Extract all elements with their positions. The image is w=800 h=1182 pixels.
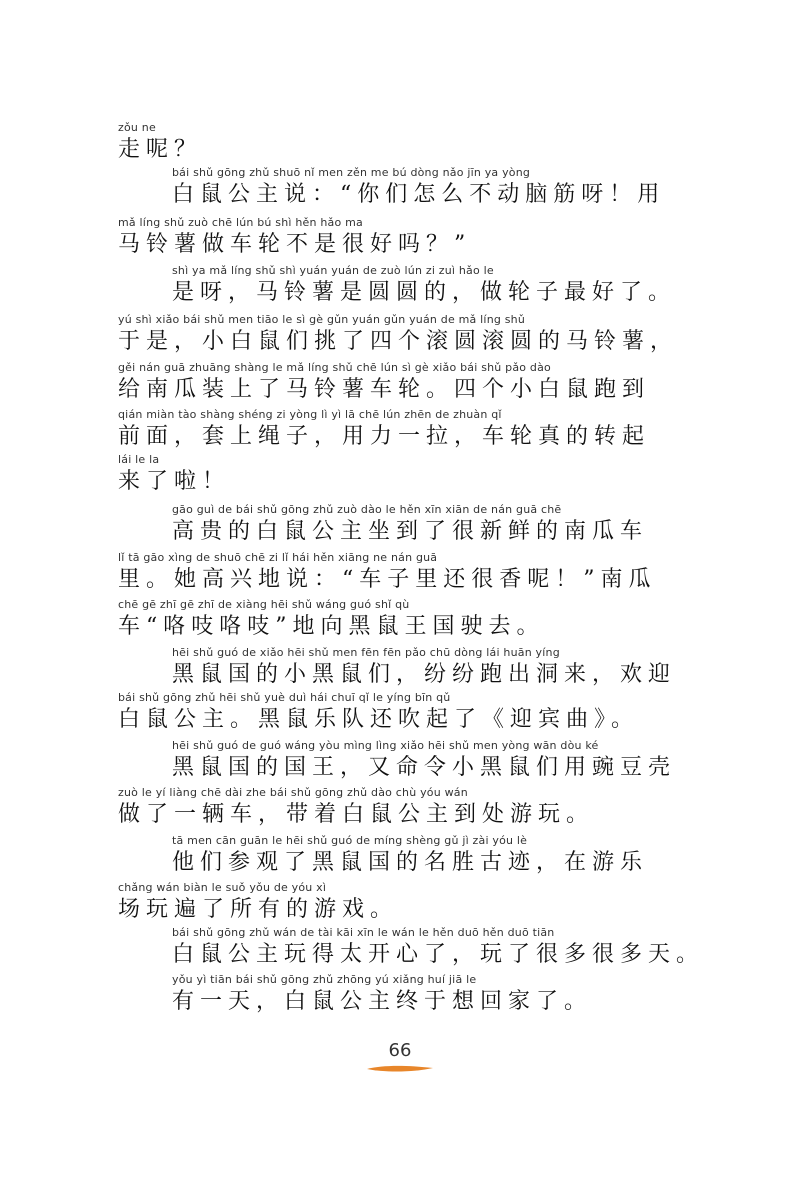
pinyin-line: yǒu yì tiān bái shǔ gōng zhǔ zhōng yú xiǎng huí jiā le xyxy=(172,973,477,986)
hanzi-line: 高贵的白鼠公主坐到了很新鲜的南瓜车 xyxy=(172,519,649,544)
hanzi-line: 是呀，马铃薯是圆圆的，做轮子最好了。 xyxy=(172,280,677,305)
pinyin-line: zuò le yí liàng chē dài zhe bái shǔ gōng zhǔ dào chù yóu wán xyxy=(118,786,468,799)
text-line xyxy=(118,452,690,497)
pinyin-line: tā men cān guān le hēi shǔ guó de míng shèng gǔ jì zài yóu lè xyxy=(172,834,528,847)
text-line xyxy=(172,925,705,970)
text-line xyxy=(172,645,690,690)
pinyin-line: gěi nán guā zhuāng shàng le mǎ líng shǔ chē lún sì gè xiǎo bái shǔ pǎo dào xyxy=(118,361,551,374)
hanzi-line: 白鼠公主说：“你们怎么不动脑筋呀！用 xyxy=(172,182,666,207)
pinyin-line: lái le la xyxy=(118,453,160,466)
pinyin-line: chǎng wán biàn le suǒ yǒu de yóu xì xyxy=(118,881,327,894)
brush-stroke-decoration xyxy=(365,1061,435,1077)
text-line xyxy=(118,597,690,642)
text-line xyxy=(118,312,690,357)
hanzi-line: 做了一辆车，带着白鼠公主到处游玩。 xyxy=(118,802,595,827)
pinyin-line: bái shǔ gōng zhǔ hēi shǔ yuè duì hái chuī qǐ le yíng bīn qǔ xyxy=(118,691,451,704)
hanzi-line: 有一天，白鼠公主终于想回家了。 xyxy=(172,989,593,1014)
pinyin-line: hēi shǔ guó de xiǎo hēi shǔ men fēn fēn pǎo chū dòng lái huān yíng xyxy=(172,646,560,659)
pinyin-line: mǎ líng shǔ zuò chē lún bú shì hěn hǎo ma xyxy=(118,216,363,229)
text-line xyxy=(172,165,690,210)
pinyin-line: chē gē zhī gē zhī de xiàng hēi shǔ wáng guó shǐ qù xyxy=(118,598,410,611)
hanzi-line: 黑鼠国的小黑鼠们，纷纷跑出洞来，欢迎 xyxy=(172,662,677,687)
text-line xyxy=(118,785,690,830)
text-line xyxy=(118,120,690,165)
hanzi-line: 走呢？ xyxy=(118,137,203,162)
pinyin-line: yú shì xiǎo bái shǔ men tiāo le sì gè gǔn yuán gǔn yuán de mǎ líng shǔ xyxy=(118,313,526,326)
hanzi-line: 白鼠公主。黑鼠乐队还吹起了《迎宾曲》。 xyxy=(118,707,640,732)
hanzi-line: 给南瓜装上了马铃薯车轮。四个小白鼠跑到 xyxy=(118,377,651,402)
text-line xyxy=(118,407,690,452)
text-line xyxy=(172,972,690,1017)
pinyin-line: bái shǔ gōng zhǔ wán de tài kāi xīn le wán le hěn duō hěn duō tiān xyxy=(172,926,555,939)
pinyin-line: bái shǔ gōng zhǔ shuō nǐ men zěn me bú dòng nǎo jīn ya yòng xyxy=(172,166,531,179)
pinyin-line: gāo guì de bái shǔ gōng zhǔ zuò dào le hěn xīn xiān de nán guā chē xyxy=(172,503,562,516)
text-line xyxy=(172,738,690,783)
pinyin-line: zǒu ne xyxy=(118,121,156,134)
text-line xyxy=(118,690,690,735)
text-line xyxy=(172,833,690,878)
hanzi-line: 马铃薯做车轮不是很好吗？” xyxy=(118,232,472,257)
hanzi-line: 白鼠公主玩得太开心了，玩了很多很多天。 xyxy=(172,942,705,967)
hanzi-line: 场玩遍了所有的游戏。 xyxy=(118,897,399,922)
hanzi-line: 他们参观了黑鼠国的名胜古迹，在游乐 xyxy=(172,850,649,875)
text-line xyxy=(118,550,690,595)
text-line xyxy=(118,215,690,260)
hanzi-line: 来了啦！ xyxy=(118,469,231,494)
hanzi-line: 黑鼠国的国王，又命令小黑鼠们用豌豆壳 xyxy=(172,755,677,780)
pinyin-line: hēi shǔ guó de guó wáng yòu mìng lìng xiǎo hēi shǔ men yòng wān dòu ké xyxy=(172,739,599,752)
hanzi-line: 里。她高兴地说：“车子里还很香呢！”南瓜 xyxy=(118,567,657,592)
text-line xyxy=(118,360,690,405)
text-line xyxy=(172,263,690,308)
hanzi-line: 前面，套上绳子，用力一拉，车轮真的转起 xyxy=(118,424,651,449)
text-line xyxy=(118,880,690,925)
pinyin-line: qián miàn tào shàng shéng zi yòng lì yì lā chē lún zhēn de zhuàn qǐ xyxy=(118,408,502,421)
pinyin-line: shì ya mǎ líng shǔ shì yuán yuán de zuò lún zi zuì hǎo le xyxy=(172,264,494,277)
hanzi-line: 车“咯吱咯吱”地向黑鼠王国驶去。 xyxy=(118,614,545,639)
text-line xyxy=(172,502,690,547)
hanzi-line: 于是，小白鼠们挑了四个滚圆滚圆的马铃薯， xyxy=(118,329,679,354)
pinyin-line: lǐ tā gāo xìng de shuō chē zi lǐ hái hěn xiāng ne nán guā xyxy=(118,551,438,564)
page-number: 66 xyxy=(388,1040,412,1061)
